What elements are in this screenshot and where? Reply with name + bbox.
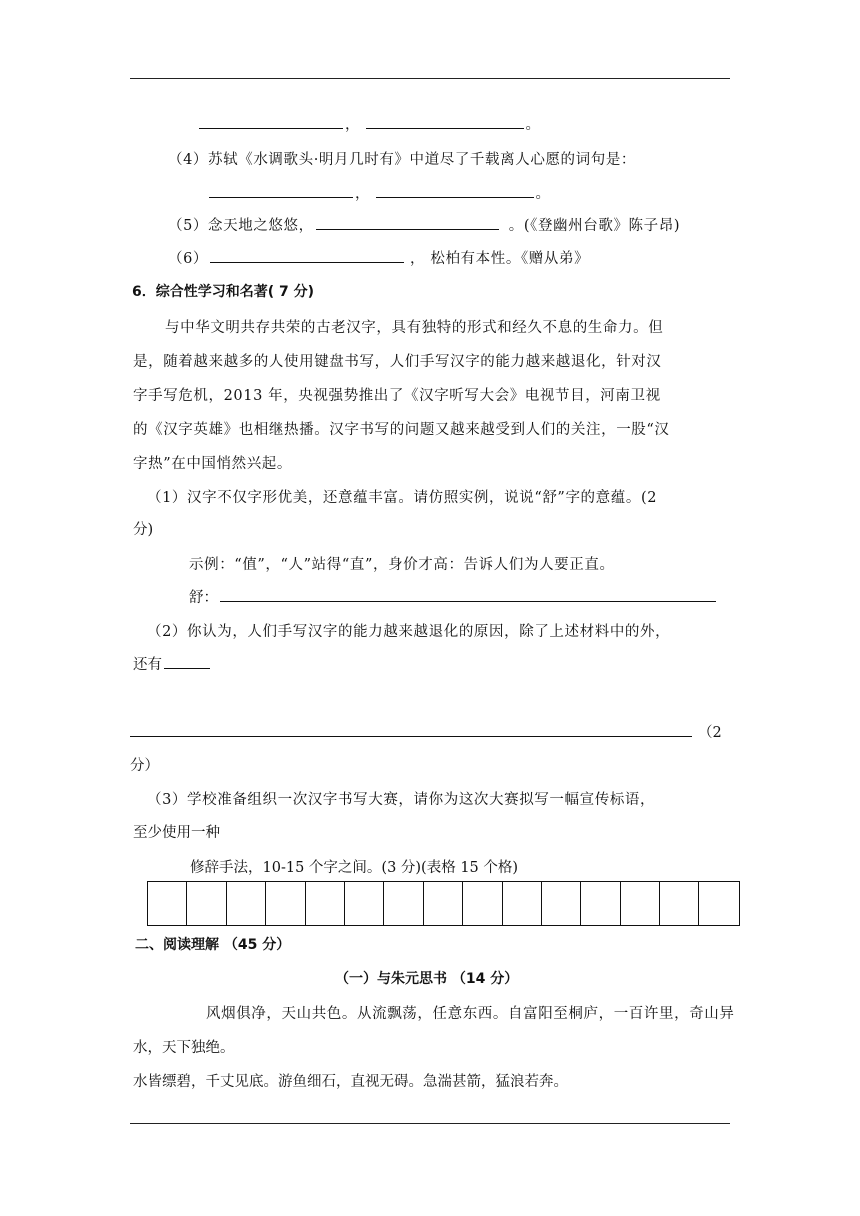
- end-mark: 。: [525, 117, 540, 133]
- q5-item4: （4）苏轼《水调歌头·明月几时有》中道尽了千载离人心愿的词句是：: [168, 152, 637, 168]
- grid-cell[interactable]: [424, 882, 463, 925]
- answer-blank[interactable]: [209, 196, 353, 198]
- reading-line: 水皆缥碧，千丈见底。游鱼细石，直视无碍。急湍甚箭，猛浪若奔。: [133, 1074, 568, 1090]
- grid-cell[interactable]: [542, 882, 581, 925]
- top-rule: [130, 78, 730, 79]
- answer-blank[interactable]: [210, 261, 404, 263]
- q6-sub2-line2: [133, 653, 212, 674]
- grid-cell[interactable]: [621, 882, 660, 925]
- q5-item4-answer: [207, 182, 550, 203]
- shu-label: 舒：: [189, 590, 218, 606]
- grid-cell[interactable]: [581, 882, 620, 925]
- grid-cell[interactable]: [227, 882, 266, 925]
- item5-source: 。(《登幽州台歌》陈子昂): [508, 218, 681, 234]
- separator: ，: [355, 186, 370, 202]
- answer-blank[interactable]: [164, 667, 210, 669]
- answer-blank[interactable]: [220, 600, 716, 602]
- answer-blank[interactable]: [199, 127, 343, 129]
- reading-line: 风烟俱净，天山共色。从流飘荡，任意东西。自富阳至桐庐，一百许里，奇山异: [206, 1006, 735, 1022]
- q5-item6: [168, 247, 589, 268]
- answer-blank[interactable]: [376, 196, 534, 198]
- answer-blank[interactable]: [366, 127, 524, 129]
- q6-sub2: （2）你认为，人们手写汉字的能力越来越退化的原因，除了上述材料中的外，: [147, 624, 671, 640]
- grid-cell[interactable]: [266, 882, 305, 925]
- q6-sub1: （1）汉字不仅字形优美，还意蕴丰富。请仿照实例，说说“舒”字的意蕴。(2: [147, 490, 658, 506]
- grid-cell[interactable]: [187, 882, 226, 925]
- q6-sub1-score: 分): [133, 522, 154, 538]
- passage-line: 与中华文明共存共荣的古老汉字，具有独特的形式和经久不息的生命力。但: [165, 320, 664, 336]
- slogan-grid[interactable]: [147, 881, 740, 926]
- passage-line: 是，随着越来越多的人使用键盘书写，人们手写汉字的能力越来越退化，针对汉: [133, 354, 662, 370]
- grid-cell[interactable]: [660, 882, 699, 925]
- q6-sub3-line3: 修辞手法，10-15 个字之间。(3 分)(表格 15 个格): [190, 860, 519, 876]
- sub2-score: （2: [698, 725, 722, 741]
- passage-line: 字手写危机，2013 年，央视强势推出了《汉字听写大会》电视节目，河南卫视: [133, 388, 661, 404]
- grid-cell[interactable]: [345, 882, 384, 925]
- end-mark: 。: [535, 186, 550, 202]
- q6-sub3: （3）学校准备组织一次汉字书写大赛，请你为这次大赛拟写一幅宣传标语，: [147, 792, 656, 808]
- grid-cell[interactable]: [463, 882, 502, 925]
- passage-line: 的《汉字英雄》也相继热播。汉字书写的问题又越来越受到人们的关注，一股“汉: [133, 422, 670, 438]
- grid-cell[interactable]: [384, 882, 423, 925]
- q5-line3: [197, 113, 540, 134]
- sub2-long-answer: [130, 721, 722, 742]
- q5-item5: [168, 214, 680, 235]
- sub2-score-cont: 分）: [130, 758, 159, 774]
- grid-cell[interactable]: [699, 882, 738, 925]
- grid-cell[interactable]: [306, 882, 345, 925]
- item6-suffix: ， 松柏有本性。《赠从弟》: [410, 251, 590, 267]
- answer-blank[interactable]: [130, 735, 692, 737]
- item5-prefix: （5）念天地之悠悠，: [168, 218, 314, 234]
- grid-cell[interactable]: [148, 882, 187, 925]
- section2-title: 二、阅读理解 （45 分）: [135, 937, 291, 953]
- q6-sub3-line2: 至少使用一种: [133, 825, 220, 841]
- sub2-prefix: 还有: [133, 657, 162, 673]
- q6-title: 6．综合性学习和名著( 7 分): [132, 284, 315, 300]
- q6-example: 示例：“值”，“人”站得“直”，身价才高：告诉人们为人要正直。: [189, 557, 615, 573]
- answer-blank[interactable]: [316, 228, 499, 230]
- reading-title: （一）与朱元思书 （14 分）: [335, 971, 519, 987]
- grid-cell[interactable]: [503, 882, 542, 925]
- passage-line: 字热”在中国悄然兴起。: [133, 456, 293, 472]
- reading-line: 水，天下独绝。: [133, 1040, 235, 1056]
- shu-answer-row: [189, 586, 718, 607]
- item6-prefix: （6）: [168, 251, 209, 267]
- bottom-rule: [130, 1123, 730, 1124]
- separator: ，: [345, 117, 360, 133]
